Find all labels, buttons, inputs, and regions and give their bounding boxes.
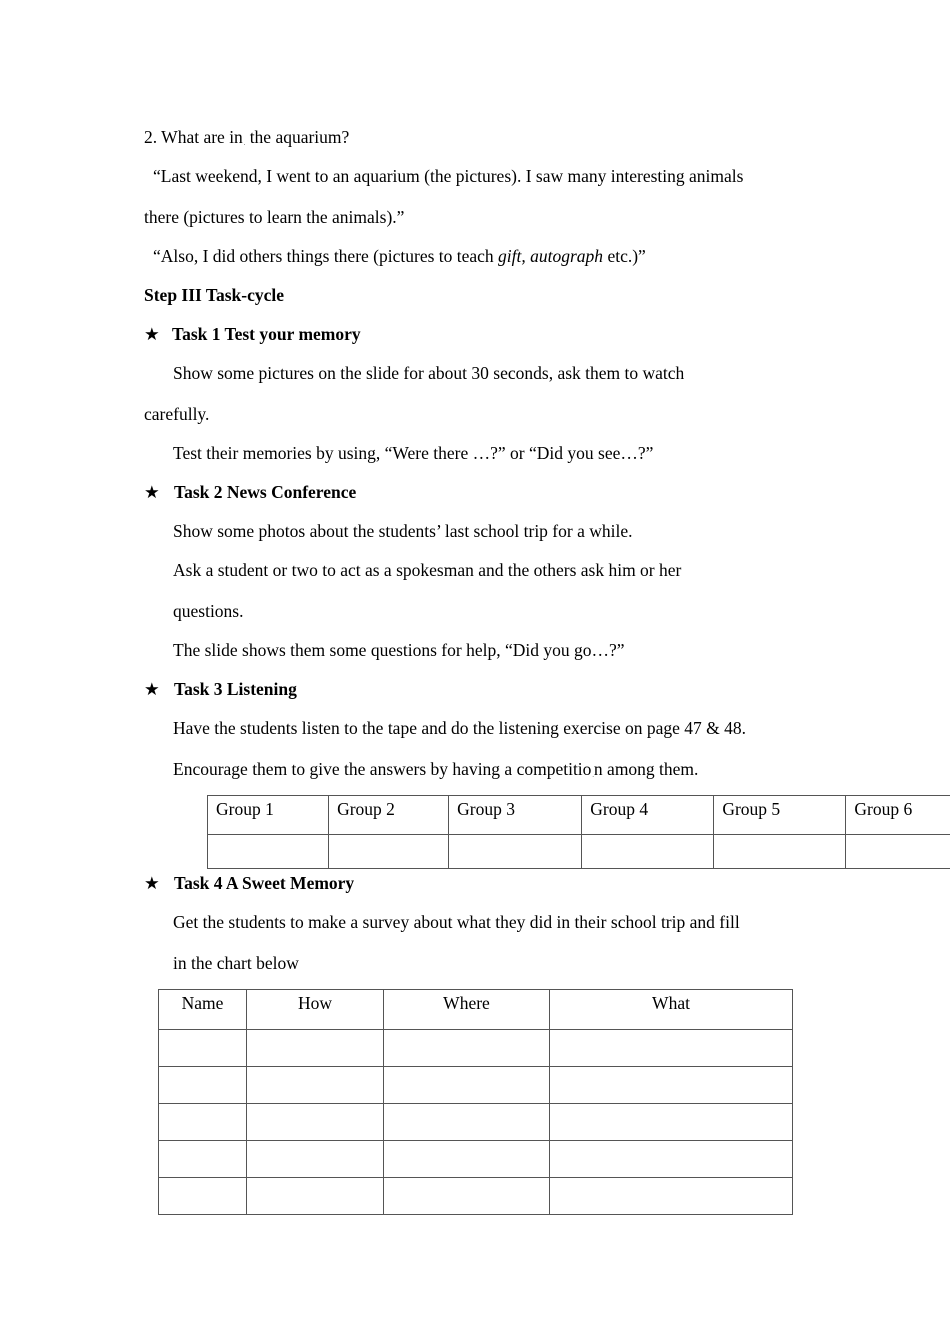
survey-cell (550, 1141, 793, 1178)
survey-cell (384, 1141, 550, 1178)
survey-cell (159, 1141, 247, 1178)
task-1-heading: ★ Task 1 Test your memory (144, 324, 361, 344)
survey-cell (384, 1104, 550, 1141)
survey-cell (159, 1030, 247, 1067)
survey-cell (159, 1067, 247, 1104)
group-3-score-cell (449, 835, 582, 869)
survey-cell (384, 1030, 550, 1067)
survey-cell (159, 1178, 247, 1215)
task-4-line-2: in the chart below (173, 953, 299, 973)
task-2-line-3: questions. (173, 601, 244, 621)
survey-row (159, 1178, 793, 1215)
group-4-header: Group 4 (582, 796, 714, 835)
group-1-score-cell (208, 835, 329, 869)
task-1-line-2: carefully. (144, 404, 210, 424)
aquarium-paragraph-line-1: “Last weekend, I went to an aquarium (the pictures). I saw many interesting animals (153, 166, 744, 186)
group-6-score-cell (846, 835, 950, 869)
task-3-line-1: Have the students listen to the tape and do the listening exercise on page 47 & 48. (173, 718, 746, 738)
survey-cell (159, 1104, 247, 1141)
step-3-heading: Step III Task-cycle (144, 285, 285, 305)
task-1-line-1: Show some pictures on the slide for about 30 seconds, ask them to watch (173, 363, 685, 383)
task-2-line-2: Ask a student or two to act as a spokesman and the others ask him or her (173, 560, 682, 580)
where-column-header: Where (384, 990, 550, 1030)
group-4-score-cell (582, 835, 714, 869)
survey-row (159, 1067, 793, 1104)
survey-table (158, 989, 793, 1215)
task-2-line-1: Show some photos about the students’ last school trip for a while. (173, 521, 633, 541)
how-column-header: How (247, 990, 384, 1030)
aquarium-paragraph-2: “Also, I did others things there (pictures to teach gift, autograph etc.)” (153, 246, 646, 266)
task-2-heading: ★ Task 2 News Conference (144, 482, 357, 502)
task-3-heading: ★ Task 3 Listening (144, 679, 297, 699)
survey-cell (384, 1067, 550, 1104)
group-2-score-cell (329, 835, 449, 869)
survey-cell (384, 1178, 550, 1215)
survey-row (159, 1030, 793, 1067)
survey-cell (247, 1178, 384, 1215)
task-4-heading: ★ Task 4 A Sweet Memory (144, 873, 355, 893)
group-1-header: Group 1 (208, 796, 329, 835)
name-column-header: Name (159, 990, 247, 1030)
survey-cell (247, 1141, 384, 1178)
group-6-header: Group 6 (846, 796, 950, 835)
groups-header-row (208, 796, 950, 835)
aquarium-paragraph-line-2: there (pictures to learn the animals).” (144, 207, 405, 227)
group-2-header: Group 2 (329, 796, 449, 835)
what-column-header: What (550, 990, 793, 1030)
groups-table (207, 795, 950, 869)
star-icon: ★ (144, 482, 160, 502)
task-2-line-4: The slide shows them some questions for help, “Did you go…?” (173, 640, 625, 660)
task-4-line-1: Get the students to make a survey about what they did in their school trip and fill (173, 912, 740, 932)
star-icon: ★ (144, 873, 160, 893)
survey-header-row (159, 990, 793, 1030)
survey-cell (247, 1067, 384, 1104)
group-5-header: Group 5 (714, 796, 846, 835)
group-5-score-cell (714, 835, 846, 869)
survey-cell (550, 1178, 793, 1215)
group-3-header: Group 3 (449, 796, 582, 835)
survey-cell (247, 1104, 384, 1141)
survey-cell (550, 1104, 793, 1141)
survey-row (159, 1141, 793, 1178)
task-3-line-2: Encourage them to give the answers by having a competitio.n among them. (173, 759, 699, 779)
task-1-line-3: Test their memories by using, “Were there …?” or “Did you see…?” (173, 443, 654, 463)
star-icon: ★ (144, 679, 160, 699)
groups-score-row (208, 835, 950, 869)
survey-row (159, 1104, 793, 1141)
survey-cell (550, 1067, 793, 1104)
section-heading-aquarium: 2. What are in. the aquarium? (144, 127, 350, 147)
star-icon: ★ (144, 324, 160, 344)
survey-cell (550, 1030, 793, 1067)
survey-cell (247, 1030, 384, 1067)
